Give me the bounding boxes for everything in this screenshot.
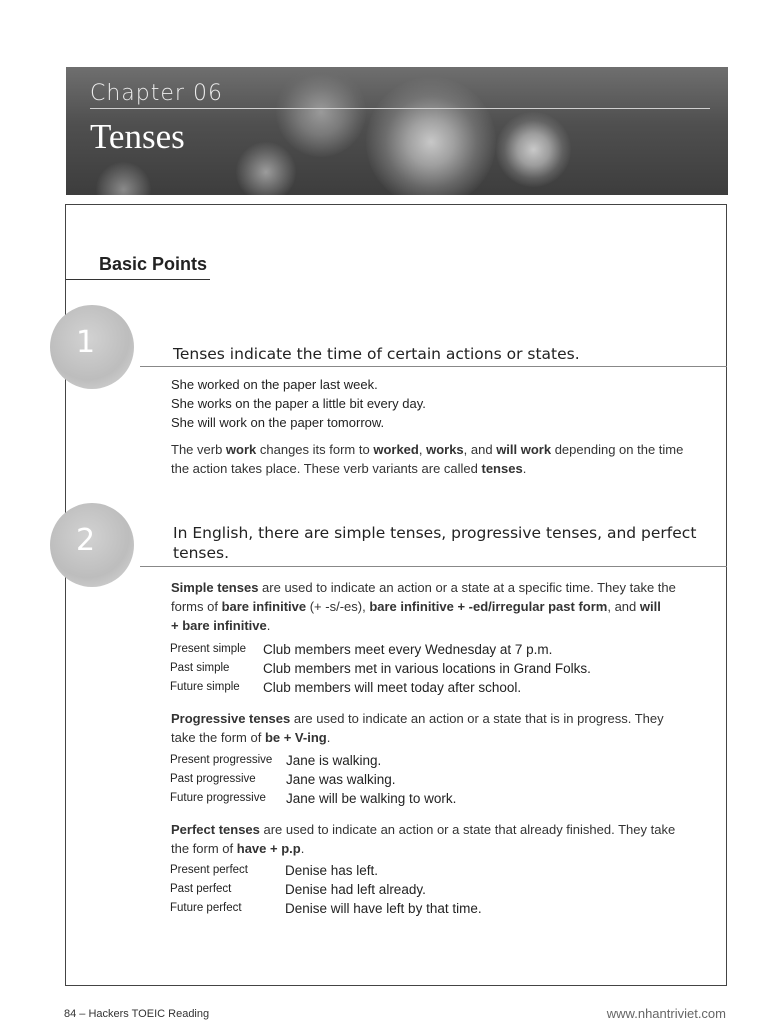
chapter-banner — [66, 67, 728, 195]
tense-example: Jane will be walking to work. — [286, 791, 457, 806]
point-number-badge — [50, 305, 134, 389]
example-sentence: She worked on the paper last week. — [171, 377, 378, 392]
section-title: Basic Points — [99, 254, 208, 274]
section-title-underline — [66, 279, 210, 280]
tense-example: Club members met in various locations in Grand Folks. — [263, 661, 591, 676]
decorative-bubble — [276, 67, 366, 157]
tense-example: Denise has left. — [285, 863, 379, 878]
progressive-tenses-paragraph: Progressive tenses are used to indicate an action or a state that is in progress. They take the form of be + V-ing. — [171, 711, 664, 745]
tense-label: Past progressive — [170, 773, 256, 785]
tense-label: Present progressive — [170, 754, 273, 766]
tense-label: Future simple — [170, 681, 240, 693]
chapter-label: Chapter 06 — [90, 81, 223, 106]
simple-tenses-paragraph: Simple tenses are used to indicate an action or a state at a specific time. They take the forms of bare infinitive (+ -s/-es), bare infinitive + -ed/irregular past form, and will + bare infinitive. — [171, 580, 676, 633]
point-heading-rule — [140, 566, 727, 567]
tense-label: Past perfect — [170, 883, 232, 895]
tense-example: Denise will have left by that time. — [285, 901, 482, 916]
tense-label: Present simple — [170, 643, 247, 655]
page-footer-left: 84 – Hackers TOEIC Reading — [64, 1008, 210, 1020]
point-number: 1 — [76, 325, 96, 360]
decorative-bubble — [366, 77, 496, 195]
example-sentence: She will work on the paper tomorrow. — [171, 415, 385, 430]
chapter-divider — [90, 108, 710, 109]
tense-example: Club members will meet today after school. — [263, 680, 522, 695]
decorative-bubble — [96, 162, 151, 195]
tense-label: Future perfect — [170, 902, 242, 914]
point-number: 2 — [76, 523, 96, 558]
chapter-title: Tenses — [90, 117, 185, 156]
tense-example: Jane was walking. — [286, 772, 396, 787]
point-number-badge — [50, 503, 134, 587]
explanation-paragraph: The verb work changes its form to worked, works, and will work depending on the time the action takes place. These verb variants are called tenses. — [171, 442, 684, 476]
point-heading-rule — [140, 366, 727, 367]
point-heading: Tenses indicate the time of certain actions or states. — [173, 345, 580, 363]
tense-label: Future progressive — [170, 792, 266, 804]
tense-example: Jane is walking. — [286, 753, 382, 768]
tense-example: Club members meet every Wednesday at 7 p.m. — [263, 642, 553, 657]
decorative-bubble — [236, 142, 296, 195]
tense-label: Past simple — [170, 662, 230, 674]
tense-label: Present perfect — [170, 864, 248, 876]
perfect-tenses-paragraph: Perfect tenses are used to indicate an action or a state that already finished. They take the form of have + p.p. — [171, 822, 676, 856]
decorative-bubble — [496, 112, 571, 187]
example-sentence: She works on the paper a little bit every day. — [171, 396, 426, 411]
page-footer-url: www.nhantriviet.com — [606, 1006, 726, 1021]
point-heading: In English, there are simple tenses, progressive tenses, and perfect tenses. — [173, 524, 697, 562]
tense-example: Denise had left already. — [285, 882, 426, 897]
